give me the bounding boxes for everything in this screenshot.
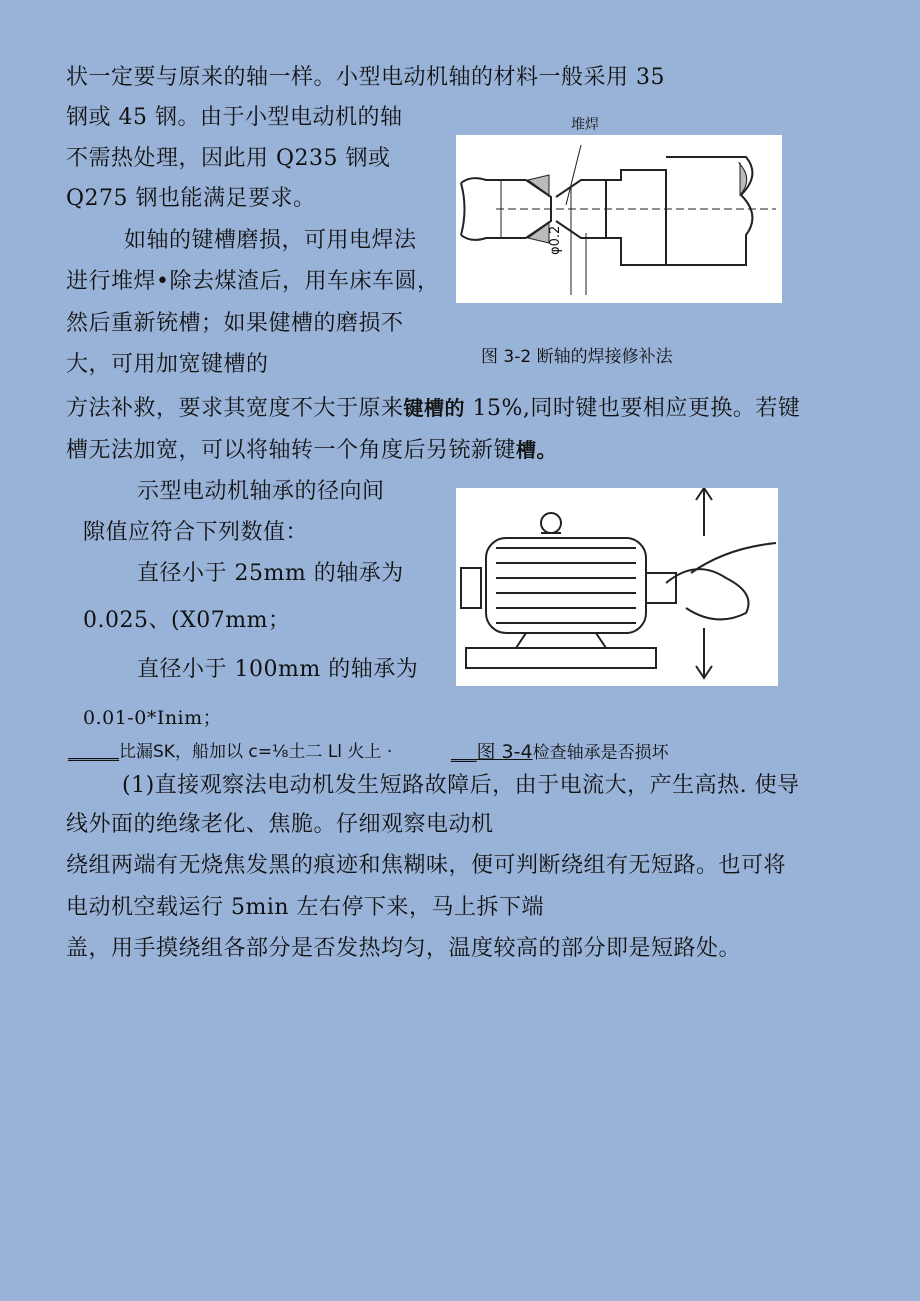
figure-motor-bearing-check xyxy=(456,488,778,686)
para4-line1: (1)直接观察法电动机发生短路故障后，由于电流大，产生高热. 使导 xyxy=(122,773,800,798)
figure2-left-note xyxy=(68,737,392,762)
para2-line3: 然后重新铳槽；如果健槽的磨损不 xyxy=(66,311,404,336)
para2-line6-bold: 槽。 xyxy=(516,438,558,462)
figure1-caption: 图 3-2 断轴的焊接修补法 xyxy=(481,347,673,367)
para3-line5: 直径小于 100mm 的轴承为 xyxy=(137,657,419,682)
para3-line1: 示型电动机轴承的径向间 xyxy=(137,479,385,504)
para2-line5-a: 方法补救，要求其宽度不大于原来 xyxy=(66,396,404,421)
para4-line4: 电动机空载运行 5min 左右停下来，马上拆下端 xyxy=(66,895,545,920)
para4-line2: 线外面的绝缘老化、焦脆。仔细观察电动机 xyxy=(66,812,494,837)
para2-line5-bold: 键槽的 xyxy=(403,396,466,420)
garbled-note: 比漏SK，船加以 c=⅛土二 Ll 火上 · xyxy=(119,742,393,762)
weld-label: 堆焊 xyxy=(571,117,599,133)
para2-line4: 大，可用加宽键槽的 xyxy=(66,352,269,377)
para2-line5 xyxy=(66,393,800,424)
para1-line2: 钢或 45 钢。由于小型电动机的轴 xyxy=(66,105,403,130)
para2-line6-a: 槽无法加宽，可以将轴转一个角度后另铳新键 xyxy=(66,438,517,463)
blank-underline: ______ xyxy=(68,742,119,762)
para3-line2: 隙值应符合下列数值： xyxy=(83,520,309,545)
caption-number: 图 3-4 xyxy=(476,741,533,763)
para2-line5-c: 15%,同时键也要相应更换。若键 xyxy=(465,396,801,421)
caption-underline: ___ xyxy=(451,743,477,763)
shaft-weld-drawing xyxy=(456,135,782,303)
para1-line4: Q275 钢也能满足要求。 xyxy=(66,186,316,211)
figure-shaft-weld xyxy=(456,135,782,303)
motor-drawing xyxy=(456,488,778,686)
para1-line1: 状一定要与原来的轴一样。小型电动机轴的材料一般采用 35 xyxy=(66,65,665,90)
diameter-label: φ0.2 xyxy=(548,225,563,255)
figure2-caption xyxy=(451,737,669,764)
para1-line3: 不需热处理，因此用 Q235 钢或 xyxy=(66,146,391,171)
caption-text: 检查轴承是否损坏 xyxy=(532,743,669,763)
para3-line3: 直径小于 25mm 的轴承为 xyxy=(137,561,404,586)
para3-line6: 0.01-0*Inim； xyxy=(83,707,223,729)
para3-line4: 0.025、(X07mm； xyxy=(83,608,291,633)
para4-line5: 盖，用手摸绕组各部分是否发热均匀，温度较高的部分即是短路处。 xyxy=(66,936,742,961)
para2-line6 xyxy=(66,435,557,466)
para4-line3: 绕组两端有无烧焦发黑的痕迹和焦糊味，便可判断绕组有无短路。也可将 xyxy=(66,853,787,878)
para2-line1: 如轴的键槽磨损，可用电焊法 xyxy=(124,228,417,253)
para2-line2: 进行堆焊•除去煤渣后，用车床车圆， xyxy=(66,269,440,294)
